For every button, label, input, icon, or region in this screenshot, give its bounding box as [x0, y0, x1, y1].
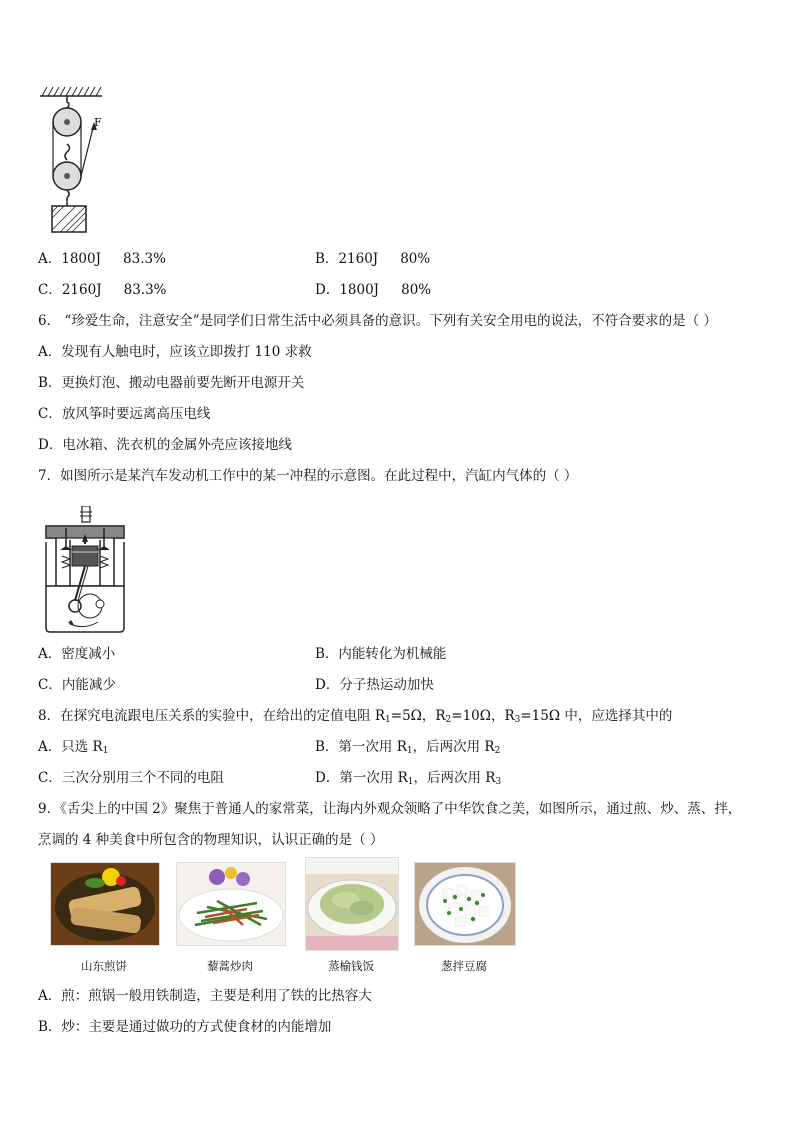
- q5-option-a[interactable]: A．1800J 83.3%: [38, 251, 166, 267]
- q9-option-b[interactable]: B．炒：主要是通过做功的方式使食材的内能增加: [38, 1019, 332, 1035]
- caption-jianbing: 山东煎饼: [81, 959, 127, 973]
- q8-option-d[interactable]: D．第一次用 $R_1$，后两次用 $R_3$: [315, 770, 502, 787]
- q6-option-a[interactable]: A．发现有人触电时，应该立即拨打 110 求救: [38, 344, 312, 360]
- q9-stem-line1: 9．《舌尖上的中国 2》聚焦于普通人的家常菜，让海内外观众领略了中华饮食之美，如图所示，通过煎、炒、蒸、拌，: [38, 801, 742, 817]
- q6-option-b[interactable]: B．更换灯泡、搬动电器前要先断开电源开关: [38, 375, 305, 391]
- q8-option-c[interactable]: C．三次分别用三个不同的电阻: [38, 770, 224, 786]
- q7-option-d[interactable]: D．分子热运动加快: [315, 677, 434, 693]
- q6-option-d[interactable]: D．电冰箱、洗衣机的金属外壳应该接地线: [38, 437, 292, 453]
- q5-option-d[interactable]: D．1800J 80%: [315, 282, 432, 298]
- caption-rice: 蒸榆钱饭: [328, 959, 374, 973]
- q9-option-a[interactable]: A．煎：煎锅一般用铁制造，主要是利用了铁的比热容大: [38, 988, 372, 1004]
- food-photo-jianbing: [50, 862, 160, 946]
- caption-tofu: 葱拌豆腐: [441, 959, 487, 973]
- q7-option-a[interactable]: A．密度减小: [38, 646, 116, 662]
- food-photo-stirfry: [176, 862, 286, 946]
- force-label: F: [94, 116, 102, 129]
- q6-option-c[interactable]: C．放风筝时要远离高压电线: [38, 406, 211, 422]
- q7-stem: 7．如图所示是某汽车发动机工作中的某一冲程的示意图。在此过程中，汽缸内气体的（ ）: [38, 468, 578, 484]
- q7-option-b[interactable]: B．内能转化为机械能: [315, 646, 447, 662]
- pulley-diagram: [36, 84, 116, 236]
- q8-option-a[interactable]: A．只选 $R_1$: [38, 739, 109, 756]
- q8-stem: 8．在探究电流跟电压关系的实验中，在给出的定值电阻 $R_1=5\Omega$，$R_2=10\Omega$，$R_3=15\Omega$ 中，应选择其中的: [38, 708, 673, 725]
- caption-stirfry: 藜蒿炒肉: [207, 959, 253, 973]
- engine-diagram: [40, 506, 130, 634]
- food-photo-tofu: [414, 862, 516, 946]
- q5-option-b[interactable]: B．2160J 80%: [315, 251, 431, 267]
- q8-option-b[interactable]: B．第一次用 $R_1$，后两次用 $R_2$: [315, 739, 501, 756]
- q6-stem: 6． “珍爱生命，注意安全”是同学们日常生活中必须具备的意识。下列有关安全用电的说法，不符合要求的是（ ）: [38, 313, 717, 329]
- food-photo-rice: [305, 857, 399, 951]
- q7-option-c[interactable]: C．内能减少: [38, 677, 116, 693]
- q9-stem-line2: 烹调的 4 种美食中所包含的物理知识，认识正确的是（ ）: [38, 832, 384, 848]
- q5-option-c[interactable]: C．2160J 83.3%: [38, 282, 167, 298]
